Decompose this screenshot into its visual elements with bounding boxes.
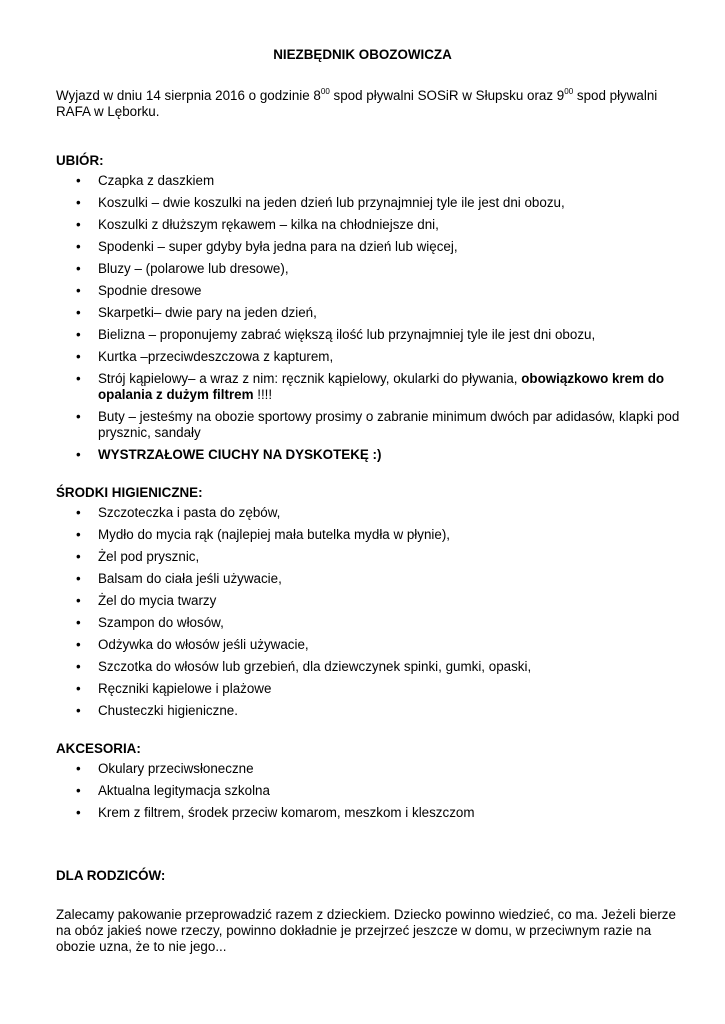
list-item [56, 549, 686, 565]
list-item-text: Spodenki – super gdyby była jedna para na dzień lub więcej, [98, 239, 458, 254]
bullet-icon: • [76, 327, 81, 342]
swimwear-text: Strój kąpielowy– a wraz z nim: ręcznik kąpielowy, okularki do pływania, [98, 371, 522, 386]
bullet-icon: • [76, 283, 81, 298]
list-item-party [56, 447, 686, 463]
list-item [56, 283, 686, 299]
bullet-icon: • [76, 659, 81, 674]
list-item [56, 239, 686, 255]
parents-section [56, 868, 686, 888]
accessories-heading: AKCESORIA: [56, 741, 141, 756]
list-item [56, 703, 686, 719]
list-item [56, 615, 686, 631]
bullet-icon: • [76, 305, 81, 320]
list-item [56, 761, 686, 777]
list-item-text: Koszulki – dwie koszulki na jeden dzień lub przynajmniej tyle ile jest dni obozu, [98, 195, 565, 210]
list-item-text: Ręczniki kąpielowe i plażowe [98, 681, 272, 696]
document-title: NIEZBĘDNIK OBOZOWICZA [273, 47, 452, 62]
list-item [56, 637, 686, 653]
list-item [56, 571, 686, 587]
list-item-text: Chusteczki higieniczne. [98, 703, 238, 718]
bullet-icon: • [76, 371, 81, 386]
bullet-icon: • [76, 571, 81, 586]
bullet-icon: • [76, 615, 81, 630]
party-clothes-text: WYSTRZAŁOWE CIUCHY NA DYSKOTEKĘ :) [98, 447, 382, 462]
list-item-text: Bielizna – proponujemy zabrać większą ilość lub przynajmniej tyle ile jest dni obozu, [98, 327, 596, 342]
clothing-list [56, 173, 686, 463]
hygiene-list [56, 505, 686, 719]
bullet-icon: • [76, 637, 81, 652]
parents-heading: DLA RODZICÓW: [56, 868, 166, 883]
list-item-text: Aktualna legitymacja szkolna [98, 783, 270, 798]
bullet-icon: • [76, 195, 81, 210]
bullet-icon: • [76, 505, 81, 520]
bullet-icon: • [76, 527, 81, 542]
list-item-text: Spodnie dresowe [98, 283, 202, 298]
list-item-text: Bluzy – (polarowe lub dresowe), [98, 261, 289, 276]
time-superscript-1: 00 [320, 87, 330, 96]
clothing-section [56, 153, 686, 469]
list-item-text: Szampon do włosów, [98, 615, 224, 630]
list-item-text: Skarpetki– dwie pary na jeden dzień, [98, 305, 317, 320]
list-item-text: Szczoteczka i pasta do zębów, [98, 505, 281, 520]
bullet-icon: • [76, 409, 81, 424]
list-item [56, 659, 686, 675]
list-item [56, 261, 686, 277]
sunscreen-emphasis: obowiązkowo krem do opalania z dużym filtrem [98, 371, 665, 402]
bullet-icon: • [76, 349, 81, 364]
bullet-icon: • [76, 173, 81, 188]
accessories-section [56, 741, 686, 827]
parents-advice-text: Zalecamy pakowanie przeprowadzić razem z dzieckiem. Dziecko powinno wiedzieć, co ma. Jeżeli bierze na obóz jakieś nowe rzeczy, powinno dokładnie je przejrzeć jeszcze w domu, w przeciwnym razie na obozie uzna, że to nie jego... [56, 907, 676, 954]
bullet-icon: • [76, 261, 81, 276]
list-item [56, 527, 686, 543]
bullet-icon: • [76, 805, 81, 820]
list-item-shoes [56, 409, 686, 441]
list-item [56, 217, 686, 233]
list-item-text: Czapka z daszkiem [98, 173, 215, 188]
list-item [56, 305, 686, 321]
shoes-text: Buty – jesteśmy na obozie sportowy prosimy o zabranie minimum dwóch par adidasów, klapki pod prysznic, sandały [98, 409, 680, 440]
hygiene-heading: ŚRODKI HIGIENICZNE: [56, 485, 203, 500]
list-item [56, 327, 686, 343]
bullet-icon: • [76, 447, 81, 462]
list-item [56, 783, 686, 799]
accessories-list [56, 761, 686, 821]
list-item [56, 195, 686, 211]
departure-text-2: spod pływalni SOSiR w Słupsku oraz 9 [329, 88, 565, 103]
list-item-text: Szczotka do włosów lub grzebień, dla dziewczynek spinki, gumki, opaski, [98, 659, 532, 674]
list-item-text: Mydło do mycia rąk (najlepiej mała butelka mydła w płynie), [98, 527, 451, 542]
list-item-text: Żel do mycia twarzy [98, 593, 217, 608]
list-item-text: Żel pod prysznic, [98, 549, 200, 564]
list-item-text: Krem z filtrem, środek przeciw komarom, meszkom i kleszczom [98, 805, 475, 820]
bullet-icon: • [76, 549, 81, 564]
list-item-text: Koszulki z dłuższym rękawem – kilka na chłodniejsze dni, [98, 217, 439, 232]
list-item [56, 505, 686, 521]
list-item-text: Balsam do ciała jeśli używacie, [98, 571, 282, 586]
list-item [56, 173, 686, 189]
bullet-icon: • [76, 783, 81, 798]
list-item [56, 349, 686, 365]
bullet-icon: • [76, 217, 81, 232]
departure-text-3: spod pływalni RAFA w Lęborku. [56, 88, 658, 119]
exclamation-text: !!!! [253, 387, 273, 402]
bullet-icon: • [76, 593, 81, 608]
bullet-icon: • [76, 681, 81, 696]
hygiene-section [56, 485, 686, 725]
bullet-icon: • [76, 761, 81, 776]
list-item [56, 681, 686, 697]
time-superscript-2: 00 [564, 87, 574, 96]
departure-text-1: Wyjazd w dniu 14 sierpnia 2016 o godzinie 8 [56, 88, 321, 103]
clothing-heading: UBIÓR: [56, 153, 104, 168]
list-item-swimwear [56, 371, 686, 403]
bullet-icon: • [76, 239, 81, 254]
list-item [56, 805, 686, 821]
departure-info [56, 88, 676, 120]
list-item-text: Odżywka do włosów jeśli używacie, [98, 637, 309, 652]
list-item-text: Okulary przeciwsłoneczne [98, 761, 254, 776]
bullet-icon: • [76, 703, 81, 718]
list-item-text: Kurtka –przeciwdeszczowa z kapturem, [98, 349, 334, 364]
list-item [56, 593, 686, 609]
